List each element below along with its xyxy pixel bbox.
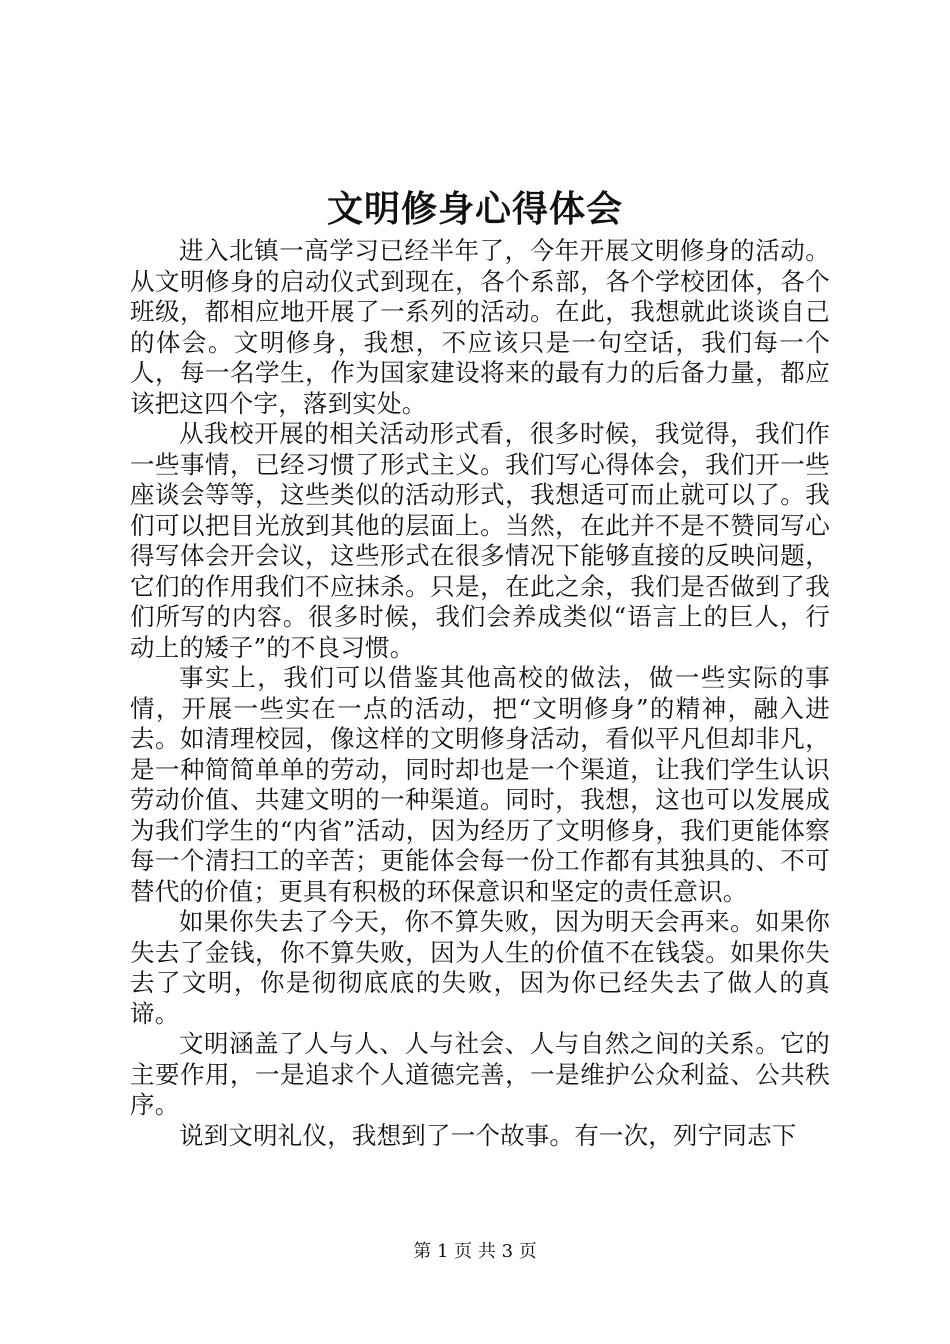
paragraph: 文明涵盖了人与人、人与社会、人与自然之间的关系。它的主要作用，一是追求个人道德完善，一是维护公众利益、公共秩序。 <box>130 1029 830 1119</box>
page-title: 文明修身心得体会 <box>326 188 623 230</box>
paragraph: 如果你失去了今天，你不算失败，因为明天会再来。如果你失去了金钱，你不算失败，因为人生的价值不在钱袋。如果你失去了文明，你是彻彻底底的失败，因为你已经失去了做人的真谛。 <box>130 907 830 1028</box>
paragraph: 说到文明礼仪，我想到了一个故事。有一次，列宁同志下 <box>179 1120 797 1150</box>
document-body <box>130 236 830 1151</box>
page-footer: 第 1 页 共 3 页 <box>413 1241 537 1262</box>
paragraph: 事实上，我们可以借鉴其他高校的做法，做一些实际的事情，开展一些实在一点的活动，把“文明修身”的精神，融入进去。如清理校园，像这样的文明修身活动，看似平凡但却非凡，是一种简简单单的劳动，同时却也是一个渠道，让我们学生认识劳动价值、共建文明的一种渠道。同时，我想，这也可以发展成为我们学生的“内省”活动，因为经历了文明修身，我们更能体察每一个清扫工的辛苦；更能体会每一份工作都有其独具的、不可替代的价值；更具有积极的环保意识和坚定的责任意识。 <box>130 663 830 906</box>
paragraph: 进入北镇一高学习已经半年了，今年开展文明修身的活动。从文明修身的启动仪式到现在，各个系部，各个学校团体，各个班级，都相应地开展了一系列的活动。在此，我想就此谈谈自己的体会。文明修身，我想，不应该只是一句空话，我们每一个人，每一名学生，作为国家建设将来的最有力的后备力量，都应该把这四个字，落到实处。 <box>130 236 830 418</box>
paragraph: 从我校开展的相关活动形式看，很多时候，我觉得，我们作一些事情，已经习惯了形式主义。我们写心得体会，我们开一些座谈会等等，这些类似的活动形式，我想适可而止就可以了。我们可以把目光放到其他的层面上。当然，在此并不是不赞同写心得写体会开会议，这些形式在很多情况下能够直接的反映问题，它们的作用我们不应抹杀。只是，在此之余，我们是否做到了我们所写的内容。很多时候，我们会养成类似“语言上的巨人，行动上的矮子”的不良习惯。 <box>130 419 830 662</box>
